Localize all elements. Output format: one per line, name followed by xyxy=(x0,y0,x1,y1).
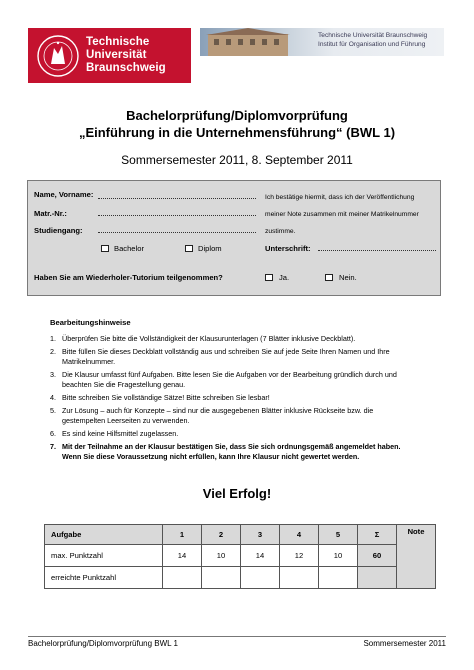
table-header-cell: Σ xyxy=(358,525,397,545)
studiengang-label: Studiengang: xyxy=(34,226,83,235)
score-input-cell[interactable] xyxy=(280,567,319,589)
score-input-cell[interactable] xyxy=(241,567,280,589)
table-cell: max. Punktzahl xyxy=(45,545,163,567)
exam-date: Sommersemester 2011, 8. September 2011 xyxy=(121,153,353,167)
signature-field[interactable] xyxy=(318,243,436,251)
instruction-item: 7. Mit der Teilnahme an der Klausur bestätigen Sie, dass Sie sich ordnungsgemäß angemeldet haben. Wenn Sie diese Voraussetzung nicht erfüllen, kann Ihre Klausur nicht gewertet werden. xyxy=(50,442,401,461)
university-logo xyxy=(28,28,191,83)
matr-field[interactable] xyxy=(98,208,256,216)
footer-divider xyxy=(28,636,446,637)
bachelor-checkbox[interactable] xyxy=(101,245,109,252)
instruction-item: 4. Bitte schreiben Sie vollständige Sätze! Bitte schreiben Sie lesbar! xyxy=(50,393,270,402)
instruction-item: 1. Überprüfen Sie bitte die Vollständigkeit der Klausurunterlagen (7 Blätter inklusive Deckblatt). xyxy=(50,334,356,343)
score-input-cell[interactable] xyxy=(319,567,358,589)
table-header-cell: 4 xyxy=(280,525,319,545)
tutorium-yes-label: Ja. xyxy=(279,273,290,282)
table-cell: 10 xyxy=(319,545,358,567)
studiengang-field[interactable] xyxy=(98,225,256,233)
tutorium-no-checkbox[interactable] xyxy=(325,274,333,281)
footer-right: Sommersemester 2011 xyxy=(363,639,446,648)
instruction-item: 2. Bitte füllen Sie dieses Deckblatt vollständig aus und schreiben Sie auf jede Seite Ihren Namen und Ihre Matrikelnummer. xyxy=(50,347,390,366)
bachelor-label: Bachelor xyxy=(114,244,144,253)
instruction-item: 6. Es sind keine Hilfsmittel zugelassen. xyxy=(50,429,179,438)
diplom-checkbox[interactable] xyxy=(185,245,193,252)
table-cell: erreichte Punktzahl xyxy=(45,567,163,589)
instruction-item: 3. Die Klausur umfasst fünf Aufgaben. Bitte lesen Sie die Aufgaben vor der Bearbeitung gründlich durch und beachten Sie die Fragestellung genau. xyxy=(50,370,397,389)
name-label: Name, Vorname: xyxy=(34,190,94,199)
total-input-cell[interactable] xyxy=(358,567,397,589)
total-cell: 60 xyxy=(358,545,397,567)
instructions-list xyxy=(50,334,410,465)
good-luck-heading: Viel Erfolg! xyxy=(202,486,272,501)
table-header-cell: 2 xyxy=(202,525,241,545)
logo-text: Technische Universität Braunschweig xyxy=(86,36,166,74)
score-input-cell[interactable] xyxy=(163,567,202,589)
course-title: „Einführung in die Unternehmensführung“ (BWL 1) xyxy=(78,125,396,140)
table-row xyxy=(45,567,436,589)
table-row xyxy=(45,545,436,567)
table-header-cell: Aufgabe xyxy=(45,525,163,545)
table-cell: 10 xyxy=(202,545,241,567)
tutorium-question: Haben Sie am Wiederholer-Tutorium teilgenommen? xyxy=(34,273,223,282)
tutorium-no-label: Nein. xyxy=(339,273,357,282)
tutorium-yes-checkbox[interactable] xyxy=(265,274,273,281)
table-header-row xyxy=(45,525,436,545)
table-cell: 14 xyxy=(163,545,202,567)
diplom-label: Diplom xyxy=(198,244,222,253)
name-field[interactable] xyxy=(98,191,256,199)
score-input-cell[interactable] xyxy=(202,567,241,589)
table-header-cell: 1 xyxy=(163,525,202,545)
institute-caption: Technische Universität Braunschweig Institut für Organisation und Führung xyxy=(318,32,428,48)
exam-title: Bachelorprüfung/Diplomvorprüfung xyxy=(126,108,348,123)
consent-text: Ich bestätige hiermit, dass ich der Veröffentlichung meiner Note zusammen mit meiner Matrikelnummer zustimme. xyxy=(265,194,419,235)
note-cell: Note xyxy=(397,525,436,589)
instructions-heading: Bearbeitungshinweise xyxy=(50,318,131,327)
university-seal-icon xyxy=(36,34,80,78)
score-table xyxy=(44,524,436,589)
signature-label: Unterschrift: xyxy=(265,244,311,253)
table-header-cell: 5 xyxy=(319,525,358,545)
institute-banner xyxy=(200,28,444,56)
table-cell: 14 xyxy=(241,545,280,567)
footer-left: Bachelorprüfung/Diplomvorprüfung BWL 1 xyxy=(28,639,179,648)
table-header-cell: 3 xyxy=(241,525,280,545)
instruction-item: 5. Zur Lösung – auch für Konzepte – sind nur die ausgegebenen Blätter inklusive Rückseite bzw. die gestempelten Leerseiten zu verwenden. xyxy=(50,406,374,425)
student-info-form xyxy=(27,180,441,296)
matr-label: Matr.-Nr.: xyxy=(34,209,67,218)
table-cell: 12 xyxy=(280,545,319,567)
